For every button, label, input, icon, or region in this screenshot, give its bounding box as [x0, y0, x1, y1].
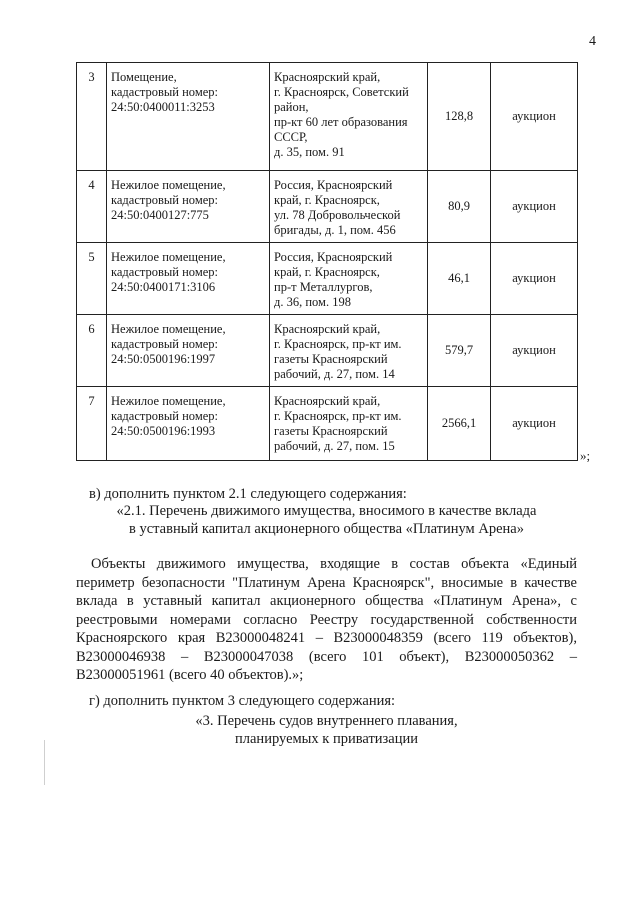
object-address-line: рабочий, д. 27, пом. 14	[274, 367, 395, 381]
object-address-line: бригады, д. 1, пом. 456	[274, 223, 396, 237]
object-address-line: Россия, Красноярский	[274, 250, 393, 264]
heading-v-line2: в уставный капитал акционерного общества «Платинум Арена»	[129, 521, 524, 537]
object-name-line: кадастровый номер:	[111, 409, 219, 423]
body-paragraph: Объекты движимого имущества, входящие в состав объекта «Единый периметр безопасности "Платинум Арена Красноярск", вносимые в качестве вклада в уставный капитал акционерного общества «Платинум Арена», с реестровыми номерами согласно Реестру государственной собственности Красноярского края В23000048241 – В23000048359 (всего 119 объектов), В23000046938 – В23000047038 (всего 101 объект), В23000050362 – В23000051961 (всего 40 объектов).»;	[76, 556, 577, 683]
object-name	[107, 387, 270, 461]
object-name-line: Нежилое помещение,	[111, 322, 226, 336]
privatization-method: аукцион	[491, 387, 578, 461]
object-address-line: Россия, Красноярский	[274, 178, 393, 192]
object-address	[270, 171, 428, 243]
object-name-line: кадастровый номер:	[111, 265, 219, 279]
privatization-method: аукцион	[491, 171, 578, 243]
object-name-line: Помещение,	[111, 70, 177, 84]
row-number: 7	[77, 387, 107, 461]
object-address-line: край, г. Красноярск,	[274, 265, 380, 279]
subpoint-v: в) дополнить пунктом 2.1 следующего содержания:	[89, 486, 407, 502]
object-address-line: Красноярский край,	[274, 394, 381, 408]
table-row	[77, 171, 578, 243]
object-area: 579,7	[428, 315, 491, 387]
object-name	[107, 315, 270, 387]
object-name-line: Нежилое помещение,	[111, 394, 226, 408]
heading-v	[76, 502, 577, 538]
object-name-line: Нежилое помещение,	[111, 250, 226, 264]
object-address-line: край, г. Красноярск,	[274, 193, 380, 207]
object-area: 128,8	[428, 63, 491, 171]
scan-margin-line	[44, 740, 45, 785]
object-name	[107, 63, 270, 171]
object-address-line: Красноярский край,	[274, 322, 381, 336]
object-name-line: кадастровый номер:	[111, 85, 219, 99]
page-number: 4	[589, 34, 596, 49]
table-row	[77, 243, 578, 315]
object-address-line: Красноярский край,	[274, 70, 381, 84]
property-table	[76, 62, 578, 461]
privatization-method: аукцион	[491, 315, 578, 387]
object-name	[107, 171, 270, 243]
table-body	[77, 63, 578, 461]
object-address-line: газеты Красноярский	[274, 424, 388, 438]
table-closing-quote: »;	[580, 448, 591, 463]
object-address-line: СССР,	[274, 130, 308, 144]
privatization-method: аукцион	[491, 63, 578, 171]
object-area: 80,9	[428, 171, 491, 243]
object-area: 2566,1	[428, 387, 491, 461]
object-address-line: газеты Красноярский	[274, 352, 388, 366]
object-address	[270, 387, 428, 461]
object-address-line: д. 35, пом. 91	[274, 145, 345, 159]
object-name-line: Нежилое помещение,	[111, 178, 226, 192]
subpoint-g: г) дополнить пунктом 3 следующего содержания:	[89, 693, 396, 709]
object-address-line: г. Красноярск, пр-кт им.	[274, 409, 402, 423]
object-address-line: д. 36, пом. 198	[274, 295, 351, 309]
heading-g-line2: планируемых к приватизации	[235, 731, 418, 747]
object-address-line: пр-т Металлургов,	[274, 280, 373, 294]
object-address-line: рабочий, д. 27, пом. 15	[274, 439, 395, 453]
row-number: 6	[77, 315, 107, 387]
heading-g-line1: «3. Перечень судов внутреннего плавания,	[195, 713, 458, 729]
object-address	[270, 243, 428, 315]
object-name-line: 24:50:0400171:3106	[111, 280, 216, 294]
table-row	[77, 63, 578, 171]
object-name-line: 24:50:0500196:1993	[111, 424, 216, 438]
table-row	[77, 387, 578, 461]
row-number: 5	[77, 243, 107, 315]
heading-v-line1: «2.1. Перечень движимого имущества, вносимого в качестве вклада	[116, 503, 537, 519]
object-address	[270, 63, 428, 171]
object-address-line: район,	[274, 100, 309, 114]
object-name-line: кадастровый номер:	[111, 337, 219, 351]
object-name-line: 24:50:0400011:3253	[111, 100, 215, 114]
object-address-line: г. Красноярск, Советский	[274, 85, 409, 99]
heading-g	[76, 712, 577, 748]
object-address-line: пр-кт 60 лет образования	[274, 115, 408, 129]
object-area: 46,1	[428, 243, 491, 315]
object-address-line: ул. 78 Добровольческой	[274, 208, 401, 222]
object-name-line: 24:50:0400127:775	[111, 208, 209, 222]
row-number: 4	[77, 171, 107, 243]
object-name-line: 24:50:0500196:1997	[111, 352, 216, 366]
object-address-line: г. Красноярск, пр-кт им.	[274, 337, 402, 351]
privatization-method: аукцион	[491, 243, 578, 315]
table-row	[77, 315, 578, 387]
row-number: 3	[77, 63, 107, 171]
object-address	[270, 315, 428, 387]
object-name	[107, 243, 270, 315]
object-name-line: кадастровый номер:	[111, 193, 219, 207]
